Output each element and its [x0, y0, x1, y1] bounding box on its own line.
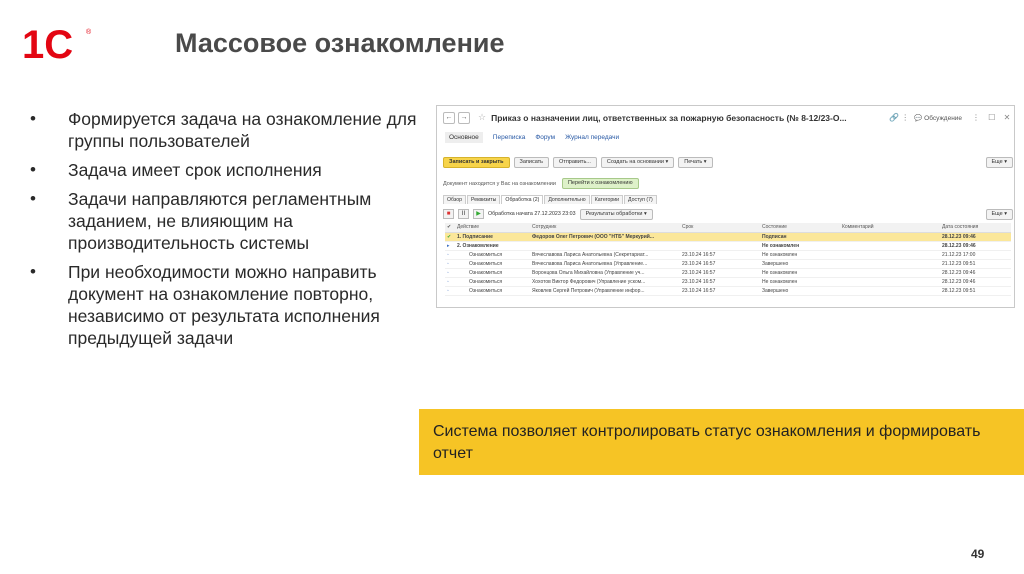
row-status-icon: ▸ — [445, 241, 455, 250]
cell-employee: Федоров Олег Петрович (ООО "НТБ" Меркурий... — [530, 232, 680, 241]
cell-action: Ознакомиться — [455, 286, 530, 295]
print-button[interactable]: Печать ▾ — [678, 157, 712, 168]
sub-tabs — [443, 195, 658, 204]
bullet-item: • При необходимости можно направить документ на ознакомление повторно, независимо от результата исполнения предыдущей задачи — [28, 261, 433, 349]
cell-employee: Вячеславова Лариса Анатольевна (Секретариат... — [530, 250, 680, 259]
process-table — [445, 223, 1011, 296]
table-header — [445, 223, 1011, 232]
create-based-button[interactable]: Создать на основании ▾ — [601, 157, 674, 168]
cell-action: 2. Ознакомление — [455, 241, 530, 250]
process-started-text: Обработка начата 27.12.2023 23:03 — [488, 211, 576, 217]
table-row[interactable] — [445, 259, 1011, 268]
stop-icon[interactable]: ■ — [443, 209, 454, 219]
process-more-button[interactable]: Еще ▾ — [986, 209, 1013, 220]
tab-additional[interactable]: Дополнительно — [544, 195, 589, 204]
status-line — [443, 178, 639, 189]
cell-action: Ознакомиться — [455, 268, 530, 277]
window-controls[interactable]: ⋮ ☐ ✕ — [972, 113, 1014, 122]
cell-date: 21.12.23 09:51 — [940, 259, 1011, 268]
cell-state: Подписан — [760, 232, 840, 241]
cell-due: 23.10.24 16:57 — [680, 268, 760, 277]
cell-due: 23.10.24 16:57 — [680, 286, 760, 295]
document-window — [436, 105, 1015, 308]
row-status-icon: ◦ — [445, 277, 455, 286]
cell-date: 28.12.23 09:51 — [940, 286, 1011, 295]
tab-correspondence[interactable]: Переписка — [492, 134, 526, 141]
cell-due: 23.10.24 16:57 — [680, 277, 760, 286]
row-status-icon: ◦ — [445, 250, 455, 259]
cell-date: 28.12.23 09:46 — [940, 268, 1011, 277]
main-tabs — [445, 134, 619, 143]
cell-action: 1. Подписание — [455, 232, 530, 241]
tab-main[interactable]: Основное — [445, 132, 483, 143]
row-status-icon: ✔ — [445, 232, 455, 241]
document-title: Приказ о назначении лиц, ответственных за пожарную безопасность (№ 8-12/23-О... — [491, 112, 847, 123]
cell-employee: Воронцова Ольга Михайловна (Управление уч... — [530, 268, 680, 277]
column-header[interactable]: Дата состояния — [940, 223, 1011, 232]
row-status-icon: ◦ — [445, 286, 455, 295]
tab-categories[interactable]: Категории — [591, 195, 623, 204]
link-icon[interactable]: 🔗 ⋮ — [889, 113, 910, 122]
forward-icon[interactable]: → — [458, 112, 470, 124]
table-row[interactable] — [445, 232, 1011, 241]
page-number: 49 — [971, 547, 985, 561]
table-row[interactable] — [445, 286, 1011, 295]
cell-action: Ознакомиться — [455, 250, 530, 259]
save-close-button[interactable]: Записать и закрыть — [443, 157, 510, 168]
bullet-item: • Формируется задача на ознакомление для группы пользователей — [28, 108, 433, 152]
bullet-item: • Задача имеет срок исполнения — [28, 159, 433, 181]
cell-due: 23.10.24 16:57 — [680, 250, 760, 259]
bullet-list — [28, 108, 433, 356]
logo-text: 1С — [22, 23, 74, 66]
cell-comment — [840, 259, 940, 268]
svg-text:®: ® — [86, 29, 92, 36]
column-header[interactable]: Состояние — [760, 223, 840, 232]
cell-state: Завершено — [760, 286, 840, 295]
tab-access[interactable]: Доступ (7) — [624, 195, 657, 204]
column-header[interactable]: Сотрудник — [530, 223, 680, 232]
save-button[interactable]: Записать — [514, 157, 550, 168]
row-status-icon: ◦ — [445, 259, 455, 268]
cell-comment — [840, 277, 940, 286]
column-header[interactable]: Срок — [680, 223, 760, 232]
start-icon[interactable]: ▶ — [473, 209, 484, 219]
bullet-item: • Задачи направляются регламентным заданием, не влияющим на производительность системы — [28, 188, 433, 254]
column-header[interactable]: Действие — [455, 223, 530, 232]
tab-requisites[interactable]: Реквизиты — [467, 195, 500, 204]
go-to-review-button[interactable]: Перейти к ознакомлению — [562, 178, 639, 189]
cell-state: Завершено — [760, 259, 840, 268]
cell-employee: Вячеславова Лариса Анатольевна (Управление... — [530, 259, 680, 268]
callout-box: Система позволяет контролировать статус ознакомления и формировать отчет — [419, 409, 1024, 475]
pause-icon[interactable]: II — [458, 209, 469, 219]
cell-state: Не ознакомлен — [760, 250, 840, 259]
star-icon[interactable]: ☆ — [478, 112, 487, 122]
cell-date: 21.12.23 17:00 — [940, 250, 1011, 259]
table-row[interactable] — [445, 250, 1011, 259]
cell-comment — [840, 250, 940, 259]
cell-state: Не ознакомлен — [760, 241, 840, 250]
cell-state: Не ознакомлен — [760, 277, 840, 286]
cell-date: 28.12.23 09:46 — [940, 241, 1011, 250]
more-button[interactable]: Еще ▾ — [986, 157, 1013, 168]
cell-comment — [840, 268, 940, 277]
tab-forum[interactable]: Форум — [535, 134, 556, 141]
cell-employee: Хохотов Виктор Федорович (Управление уском... — [530, 277, 680, 286]
check-icon: ✔ — [445, 223, 455, 232]
cell-due: 23.10.24 16:57 — [680, 259, 760, 268]
cell-employee — [530, 241, 680, 250]
discussion-label: Обсуждение — [924, 114, 963, 122]
process-toolbar — [443, 208, 1013, 220]
cell-action: Ознакомиться — [455, 277, 530, 286]
cell-due — [680, 241, 760, 250]
table-row[interactable] — [445, 268, 1011, 277]
tab-overview[interactable]: Обзор — [443, 195, 466, 204]
command-bar — [443, 156, 1013, 168]
table-row[interactable] — [445, 241, 1011, 250]
cell-date: 28.12.23 09:46 — [940, 277, 1011, 286]
tab-processing[interactable]: Обработка (2) — [501, 195, 543, 204]
cell-state: Не ознакомлен — [760, 268, 840, 277]
table-row[interactable] — [445, 277, 1011, 286]
tab-transfer-log[interactable]: Журнал передачи — [565, 134, 620, 141]
cell-date: 28.12.23 09:46 — [940, 232, 1011, 241]
cell-comment — [840, 241, 940, 250]
cell-due — [680, 232, 760, 241]
row-status-icon: ◦ — [445, 268, 455, 277]
1c-logo — [22, 22, 102, 66]
slide-title: Массовое ознакомление — [175, 28, 505, 58]
status-text: Документ находится у Вас на ознакомлении — [443, 180, 556, 187]
back-icon[interactable]: ← — [443, 112, 455, 124]
discussion-button[interactable]: 💬 Обсуждение — [914, 114, 963, 122]
cell-comment — [840, 232, 940, 241]
send-button[interactable]: Отправить... — [553, 157, 597, 168]
window-title-bar — [437, 106, 1014, 129]
process-results-button[interactable]: Результаты обработки ▾ — [580, 209, 653, 220]
cell-employee: Яковлев Сергей Петрович (Управление инфор... — [530, 286, 680, 295]
column-header[interactable]: Комментарий — [840, 223, 940, 232]
cell-comment — [840, 286, 940, 295]
cell-action: Ознакомиться — [455, 259, 530, 268]
